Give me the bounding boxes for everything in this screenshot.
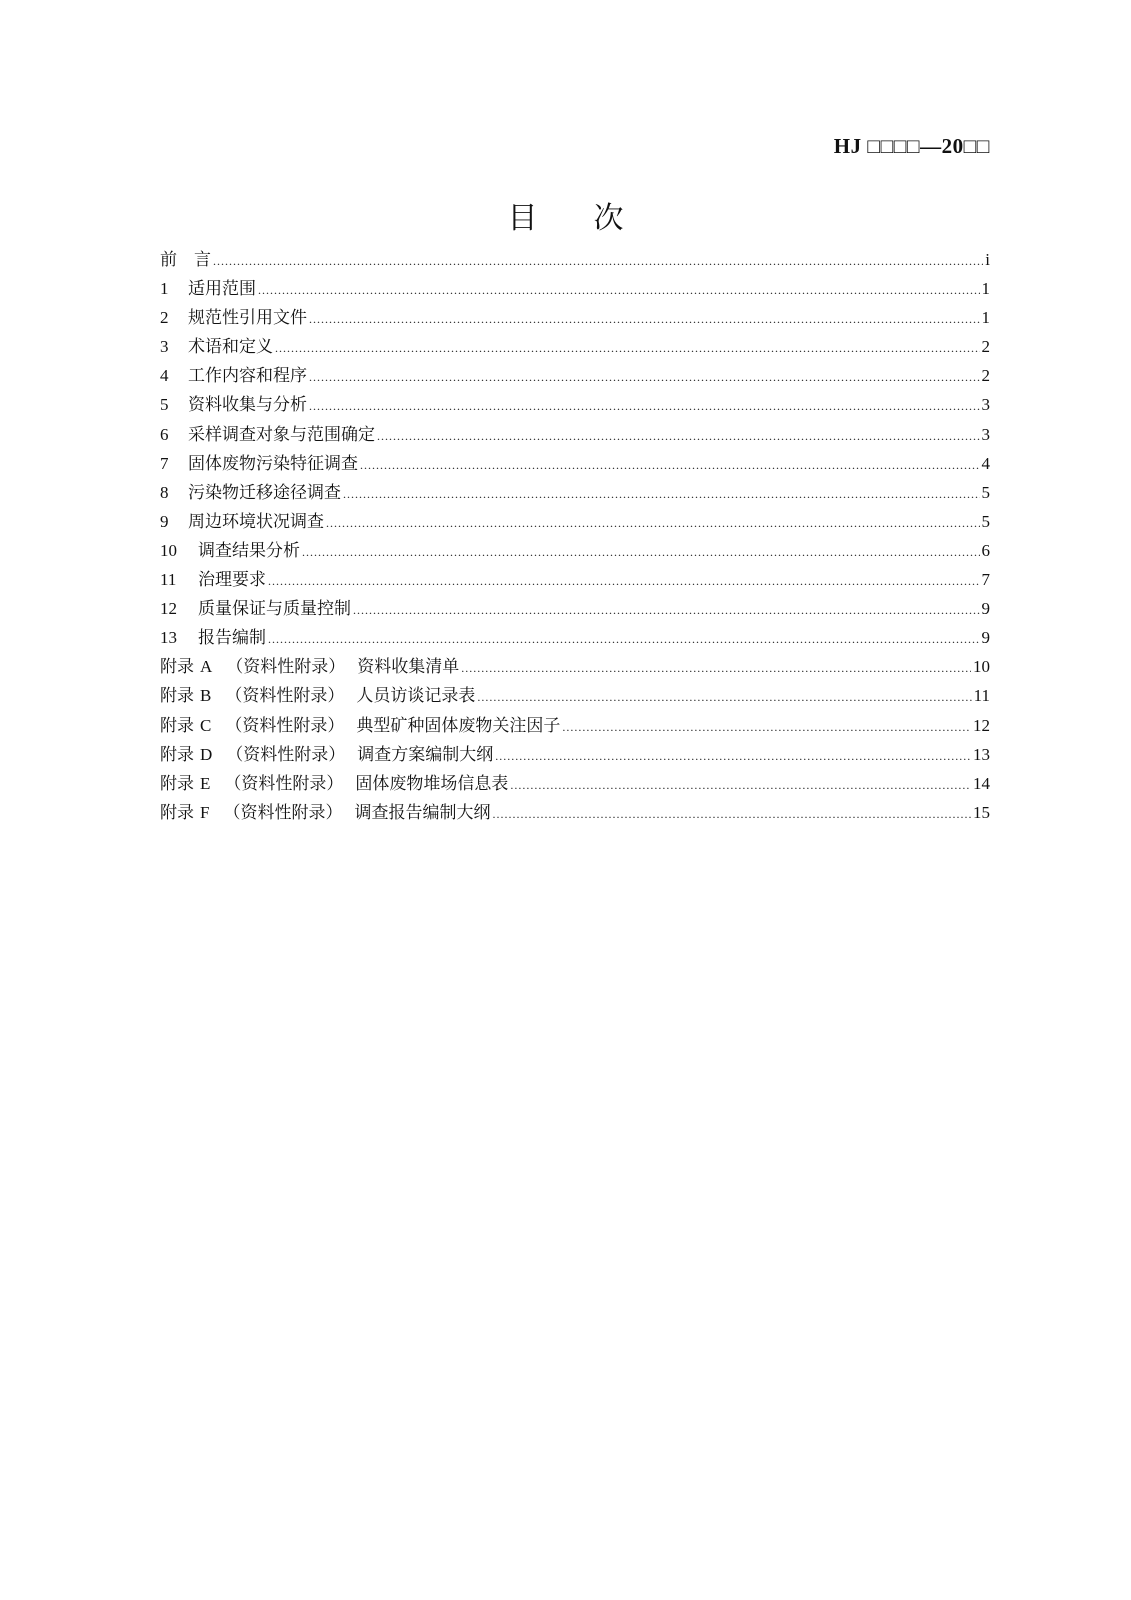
appendix-type: （资料性附录） <box>226 744 346 764</box>
page-number: 6 <box>981 540 990 560</box>
page-number: 3 <box>981 424 990 444</box>
dot-leader <box>268 632 980 647</box>
dot-leader <box>326 516 980 531</box>
toc-entry[interactable] <box>160 478 990 507</box>
page-number: 12 <box>973 715 990 735</box>
section-number: 9 <box>160 511 169 531</box>
appendix-prefix: 附录 <box>160 744 194 764</box>
page-number: 1 <box>981 279 990 299</box>
appendix-prefix: 附录 <box>160 773 194 793</box>
section-number: 3 <box>160 337 169 357</box>
appendix-letter: F <box>200 802 210 822</box>
appendix-letter: D <box>200 744 213 764</box>
section-title: 固体废物污染特征调查 <box>188 453 358 473</box>
title-char: 次 <box>593 202 624 235</box>
section-title: 适用范围 <box>188 279 256 299</box>
section-title: 规范性引用文件 <box>188 308 307 328</box>
section-number: 11 <box>160 570 177 590</box>
dot-leader <box>309 399 980 414</box>
section-title: 采样调查对象与范围确定 <box>188 424 375 444</box>
appendix-title: 调查报告编制大纲 <box>354 802 491 822</box>
toc-entry[interactable] <box>160 390 990 419</box>
dot-leader <box>377 429 980 444</box>
toc-entry[interactable] <box>160 536 990 565</box>
section-number: 2 <box>160 308 169 328</box>
appendix-type: （资料性附录） <box>225 715 345 735</box>
toc-entry[interactable] <box>160 245 990 274</box>
section-number: 12 <box>160 599 177 619</box>
section-number: 4 <box>160 366 169 386</box>
page-title <box>0 193 1131 237</box>
page-number: 7 <box>981 570 990 590</box>
appendix-letter: A <box>200 657 213 677</box>
section-number: 1 <box>160 279 169 299</box>
dot-leader <box>343 487 980 502</box>
dot-leader <box>495 749 971 764</box>
toc-entry[interactable] <box>160 274 990 303</box>
appendix-letter: E <box>200 773 211 793</box>
appendix-prefix: 附录 <box>160 686 194 706</box>
section-title: 术语和定义 <box>188 337 273 357</box>
toc-entry[interactable] <box>160 594 990 623</box>
appendix-title: 人员访谈记录表 <box>356 686 476 706</box>
section-number: 6 <box>160 424 169 444</box>
appendix-letter: B <box>200 686 212 706</box>
page-number: 14 <box>973 773 990 793</box>
page-number: 15 <box>973 802 990 822</box>
dot-leader <box>360 458 980 473</box>
page-number: 2 <box>981 366 990 386</box>
toc-entry[interactable] <box>160 332 990 361</box>
page-number: 3 <box>981 395 990 415</box>
page-number: i <box>985 250 990 269</box>
dot-leader <box>461 661 971 676</box>
appendix-letter: C <box>200 715 212 735</box>
page-number: 2 <box>981 337 990 357</box>
appendix-type: （资料性附录） <box>225 686 345 706</box>
dot-leader <box>275 341 980 356</box>
page-number: 5 <box>981 482 990 502</box>
appendix-type: （资料性附录） <box>224 773 344 793</box>
section-title: 工作内容和程序 <box>188 366 307 386</box>
appendix-title: 典型矿种固体废物关注因子 <box>356 715 561 735</box>
section-title: 资料收集与分析 <box>188 395 307 415</box>
toc-entry[interactable] <box>160 565 990 594</box>
toc-entry[interactable] <box>160 449 990 478</box>
dot-leader <box>477 690 971 705</box>
toc-appendix-entry[interactable] <box>160 711 990 740</box>
appendix-title: 调查方案编制大纲 <box>357 744 494 764</box>
dot-leader <box>562 720 971 735</box>
dot-leader <box>492 807 971 822</box>
section-title: 污染物迁移途径调查 <box>188 482 341 502</box>
dot-leader <box>268 574 980 589</box>
appendix-type: （资料性附录） <box>223 802 343 822</box>
page-number: 1 <box>981 308 990 328</box>
dot-leader <box>353 603 980 618</box>
page-number: 10 <box>973 657 990 677</box>
page-number: 5 <box>981 511 990 531</box>
title-char: 目 <box>507 202 538 235</box>
section-number: 10 <box>160 540 177 560</box>
section-title: 前 言 <box>160 250 211 269</box>
appendix-prefix: 附录 <box>160 657 194 677</box>
dot-leader <box>309 312 980 327</box>
section-number: 7 <box>160 453 169 473</box>
toc-entry[interactable] <box>160 303 990 332</box>
toc-appendix-entry[interactable] <box>160 769 990 798</box>
section-title: 质量保证与质量控制 <box>198 599 351 619</box>
section-number: 8 <box>160 482 169 502</box>
section-number: 13 <box>160 628 177 648</box>
toc-entry[interactable] <box>160 420 990 449</box>
section-title: 调查结果分析 <box>198 540 300 560</box>
dot-leader <box>258 283 980 298</box>
page-number: 11 <box>973 686 990 706</box>
dot-leader <box>213 254 983 269</box>
toc-appendix-entry[interactable] <box>160 652 990 681</box>
dot-leader <box>510 778 971 793</box>
toc-appendix-entry[interactable] <box>160 681 990 710</box>
page-number: 9 <box>981 599 990 619</box>
toc-entry[interactable] <box>160 623 990 652</box>
appendix-type: （资料性附录） <box>226 657 346 677</box>
page-number: 4 <box>981 453 990 473</box>
toc-entry[interactable] <box>160 507 990 536</box>
table-of-contents <box>160 245 990 827</box>
appendix-title: 资料收集清单 <box>357 657 460 677</box>
section-title: 报告编制 <box>198 628 266 648</box>
appendix-prefix: 附录 <box>160 715 194 735</box>
appendix-title: 固体废物堆场信息表 <box>355 773 509 793</box>
page-number: 9 <box>981 628 990 648</box>
dot-leader <box>302 545 980 560</box>
toc-appendix-entry[interactable] <box>160 798 990 827</box>
section-title: 周边环境状况调查 <box>188 511 324 531</box>
standard-code: HJ □□□□—20□□ <box>833 134 990 158</box>
toc-entry[interactable] <box>160 361 990 390</box>
page-number: 13 <box>973 744 990 764</box>
toc-appendix-entry[interactable] <box>160 740 990 769</box>
dot-leader <box>309 370 980 385</box>
appendix-prefix: 附录 <box>160 802 194 822</box>
section-number: 5 <box>160 395 169 415</box>
section-title: 治理要求 <box>198 570 266 590</box>
